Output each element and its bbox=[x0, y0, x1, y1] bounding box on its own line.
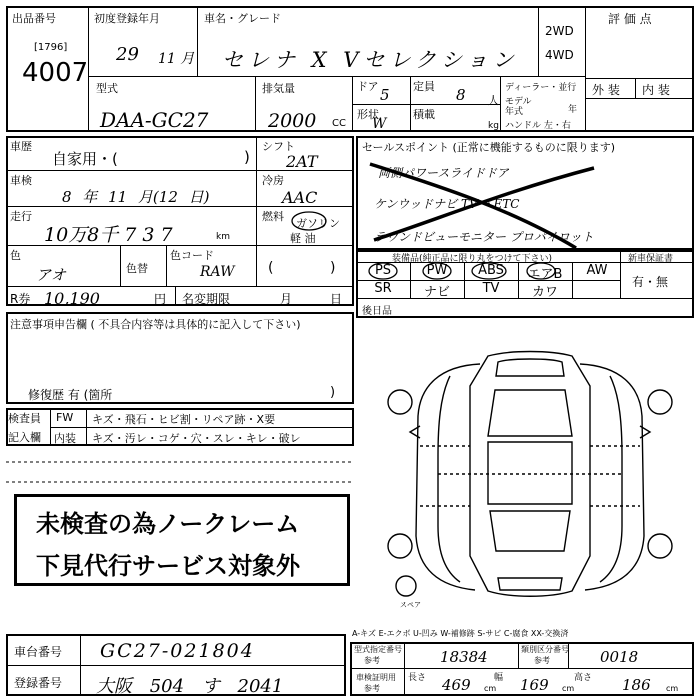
width-label: 幅 bbox=[494, 673, 504, 683]
inspector-in-text: キズ・汚レ・コゲ・穴・スレ・キレ・破レ bbox=[92, 432, 301, 445]
length-label: 長さ bbox=[408, 673, 427, 683]
fuel-paren-close: ) bbox=[330, 260, 336, 276]
inspection-label: 車検 bbox=[10, 174, 32, 187]
dealer-label: ディーラー・並行 bbox=[505, 83, 577, 93]
equipment-label: 装備品(純正品に限り丸をつけて下さい) bbox=[392, 254, 553, 264]
fuel-value2: 軽 油 bbox=[290, 232, 316, 245]
cross-out-mark bbox=[356, 136, 694, 250]
model-year-label1: モデル bbox=[505, 97, 532, 107]
reg-label: 登録番号 bbox=[14, 676, 63, 690]
model-class-label: 型式指定番号 bbox=[354, 645, 402, 654]
shape-label: 形状 bbox=[357, 108, 379, 121]
cc-label: CC bbox=[332, 118, 346, 129]
fuel-paren-open: ( bbox=[268, 260, 274, 276]
load-label: 積載 bbox=[413, 108, 435, 121]
first-reg-year: 29 bbox=[116, 44, 139, 65]
kg-label: kg bbox=[488, 121, 499, 131]
doors: 5 bbox=[380, 86, 390, 104]
name-change-label: 名変期限 bbox=[182, 292, 231, 306]
spare-label: スペア bbox=[400, 601, 421, 609]
first-reg-month: 11 月 bbox=[158, 51, 195, 67]
lot-sub: [1796] bbox=[34, 42, 68, 53]
category-sub: 参考 bbox=[534, 656, 550, 665]
inspection-value: 8 年 11 月(12 日) bbox=[62, 188, 210, 206]
fuel-value: ガソリン bbox=[296, 217, 340, 230]
equip-ps: PS bbox=[374, 263, 392, 278]
category-label: 類別区分番号 bbox=[521, 645, 569, 654]
chassis-label: 車台番号 bbox=[14, 645, 63, 659]
lot-label: 出品番号 bbox=[12, 12, 56, 25]
inspector-in: 内装 bbox=[54, 432, 76, 445]
drive-4wd: 4WD bbox=[545, 48, 574, 62]
history-value: 自家用・( bbox=[52, 150, 118, 168]
r-value: 10,190 bbox=[44, 289, 100, 308]
damage-legend: A-キズ E-エクボ U-凹み W-補修跡 S-サビ C-腐食 XX-交換済 bbox=[352, 629, 569, 638]
first-reg-label: 初度登録年月 bbox=[94, 12, 160, 25]
shift-value: 2AT bbox=[286, 152, 318, 171]
height-value: 186 bbox=[622, 676, 651, 694]
ac-value: AAC bbox=[282, 188, 318, 207]
model-class-sub: 参考 bbox=[364, 656, 380, 665]
reg-value: 大阪 504 す 2041 bbox=[96, 676, 284, 697]
sales-line3: ラウンドビューモニター プロパイロット bbox=[374, 230, 594, 244]
fuel-label: 燃料 bbox=[262, 210, 284, 223]
color-change-label: 色替 bbox=[126, 262, 148, 275]
model-name: セレナ X Vセレクション bbox=[222, 48, 519, 72]
sales-line2: ケンウッドナビ TV ・ETC bbox=[374, 197, 520, 211]
inspector-label1: 検査員 bbox=[8, 412, 41, 425]
model-year-unit: 年 bbox=[568, 105, 578, 115]
equipment-circles bbox=[356, 262, 586, 282]
r-label: R券 bbox=[10, 292, 31, 306]
equip-airbag: エアB bbox=[527, 267, 563, 282]
capacity-label: 定員 bbox=[413, 80, 435, 93]
height-cm: cm bbox=[666, 684, 679, 693]
equip-navi: ナビ bbox=[423, 285, 450, 300]
cert-sub: 参考 bbox=[364, 684, 380, 693]
equip-leather: カワ bbox=[531, 285, 558, 300]
model-code: DAA-GC27 bbox=[100, 108, 209, 132]
lot-number: 4007 bbox=[22, 58, 89, 88]
inspector-label2: 記入欄 bbox=[8, 431, 41, 444]
notice-line1: 未検査の為ノークレーム bbox=[36, 510, 300, 538]
sales-label: セールスポイント (正常に機能するものに限ります) bbox=[362, 141, 616, 154]
equip-pw: PW bbox=[426, 263, 448, 278]
model-name-label: 車名・グレード bbox=[204, 12, 281, 25]
sales-line1: 両側パワースライドドア bbox=[378, 166, 509, 180]
repair-close: ) bbox=[330, 385, 336, 400]
after-label: 後日品 bbox=[362, 306, 392, 317]
capacity: 8 bbox=[456, 86, 466, 104]
model-class-value: 18384 bbox=[440, 648, 488, 666]
model-code-label: 型式 bbox=[96, 82, 118, 95]
month-label: 月 bbox=[280, 292, 293, 306]
notes-label: 注意事項申告欄 ( 不具合内容等は具体的に記入して下さい) bbox=[10, 318, 301, 331]
doors-label: ドア bbox=[357, 80, 379, 93]
km-label: km bbox=[216, 232, 230, 242]
equip-aw: AW bbox=[586, 263, 608, 278]
exterior-label: 外 装 bbox=[592, 83, 620, 97]
fuel-circle bbox=[290, 210, 340, 232]
displacement: 2000 bbox=[268, 110, 317, 132]
chassis-value: GC27-021804 bbox=[100, 640, 255, 662]
equip-abs: ABS bbox=[478, 263, 504, 278]
length-value: 469 bbox=[442, 676, 471, 694]
yen-label: 円 bbox=[154, 292, 167, 306]
color-code-label: 色コード bbox=[170, 249, 214, 262]
notice-line2: 下見代行サービス対象外 bbox=[36, 552, 300, 580]
shift-label: シフト bbox=[262, 140, 295, 153]
eval-label: 評 価 点 bbox=[608, 12, 652, 26]
width-cm: cm bbox=[562, 684, 575, 693]
model-year-label2: 年式 bbox=[505, 107, 524, 117]
dashed-lines bbox=[6, 448, 356, 488]
handle-label: ハンドル 左・右 bbox=[505, 121, 571, 131]
inspector-fw: FW bbox=[56, 411, 74, 424]
repair-label: 修復歴 有 (箇所 bbox=[28, 388, 113, 402]
equip-sr: SR bbox=[374, 281, 392, 296]
warranty-label: 新車保証書 bbox=[628, 254, 674, 264]
mileage-label: 走行 bbox=[10, 210, 32, 223]
displacement-label: 排気量 bbox=[262, 82, 295, 95]
category-value: 0018 bbox=[600, 648, 639, 666]
drive-2wd: 2WD bbox=[545, 24, 574, 38]
history-label: 車歴 bbox=[10, 140, 32, 153]
day-label: 日 bbox=[330, 292, 343, 306]
width-value: 169 bbox=[520, 676, 549, 694]
mileage-value: 10万8千 7 3 7 bbox=[44, 224, 173, 246]
ac-label: 冷房 bbox=[262, 174, 284, 187]
equip-tv: TV bbox=[482, 281, 500, 296]
color-value: アオ bbox=[36, 266, 66, 284]
length-cm: cm bbox=[484, 684, 497, 693]
capacity-unit: 人 bbox=[488, 94, 499, 107]
inspector-fw-text: キズ・飛石・ヒビ割・リペア跡・X要 bbox=[92, 413, 276, 426]
height-label: 高さ bbox=[574, 673, 593, 683]
shape: W bbox=[372, 116, 387, 132]
interior-label: 内 装 bbox=[642, 83, 670, 97]
car-damage-diagram bbox=[380, 346, 690, 616]
history-close: ) bbox=[244, 148, 250, 166]
cert-label: 車検証明用 bbox=[356, 673, 396, 682]
warranty-value: 有・無 bbox=[632, 275, 669, 289]
color-code-value: RAW bbox=[200, 264, 235, 280]
color-label: 色 bbox=[10, 249, 21, 262]
